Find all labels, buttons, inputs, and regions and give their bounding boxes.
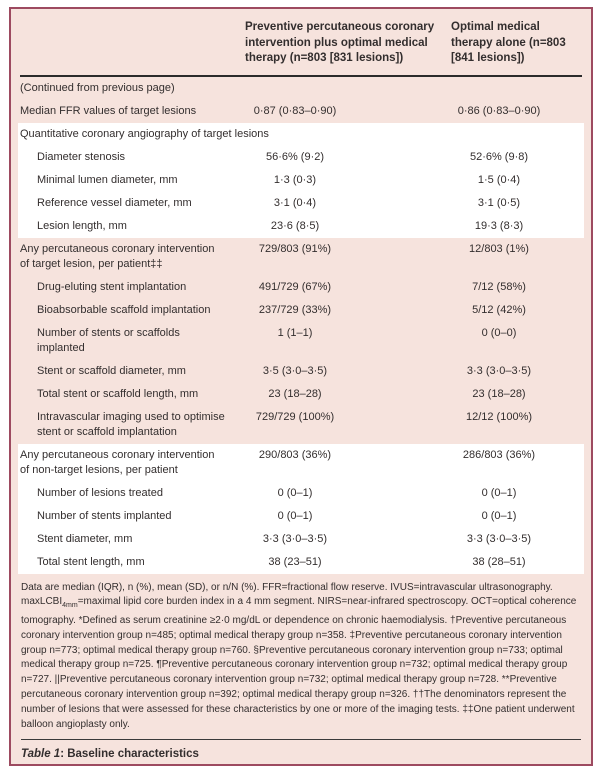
row-value-pci: 3·5 (3·0–3·5) bbox=[262, 364, 328, 377]
row-value-pci: 1·3 (0·3) bbox=[273, 173, 317, 186]
table-row bbox=[18, 215, 584, 238]
table-row bbox=[11, 406, 591, 444]
section-continued bbox=[11, 77, 591, 123]
caption-text: : Baseline characteristics bbox=[60, 748, 199, 761]
table-header bbox=[11, 9, 591, 67]
row-label: Median FFR values of target lesions bbox=[20, 104, 197, 117]
table-row bbox=[11, 276, 591, 299]
row-value-omt: 12/803 (1%) bbox=[469, 242, 529, 255]
row-label: Lesion length, mm bbox=[37, 219, 127, 232]
table-row bbox=[18, 444, 584, 482]
row-value-omt: 3·1 (0·5) bbox=[477, 196, 521, 209]
section-qca bbox=[18, 123, 584, 238]
row-label: Any percutaneous coronary intervention of target lesion, per patient‡‡ bbox=[20, 242, 215, 270]
lancet-table bbox=[9, 7, 593, 766]
section-pci-nontarget bbox=[18, 444, 584, 574]
section-pci-target bbox=[11, 238, 591, 444]
section-header-label: Quantitative coronary angiography of target lesions bbox=[20, 127, 269, 140]
table-row bbox=[11, 360, 591, 383]
table-row bbox=[11, 383, 591, 406]
row-value-pci: 237/729 (33%) bbox=[258, 303, 332, 316]
row-value-omt: 0 (0–1) bbox=[481, 509, 517, 522]
footnote-text-2: =maximal lipid core burden index in a 4 mm segment. NIRS=near-infrared spectroscopy. OCT=optical coherence tomography. *Defined as serum creatinine ≥2·0 mg/dL or dependence on chronic haemodialysis. †Preventive percutaneous coronary intervention group n=485; optimal medical therapy group n=358. ‡Preventive percutaneous coronary intervention group n=773; optimal medical therapy group n=760. §Preventive percutaneous coronary intervention group n=733; optimal medical therapy group n=725. ¶Preventive percutaneous coronary intervention group n=732; optimal medical therapy group n=727. ||Preventive percutaneous coronary intervention group n=732; optimal medical therapy group n=728. **Preventive percutaneous coronary intervention group n=392; optimal medical therapy group n=326. ††The denominators represent the number of lesions that were assessed for these characteristics by one or more of the imaging tests. ‡‡One patient underwent balloon angioplasty only. bbox=[21, 596, 577, 730]
table-row bbox=[18, 169, 584, 192]
row-value-omt: 7/12 (58%) bbox=[472, 280, 526, 293]
table-caption bbox=[11, 740, 591, 760]
footnote-text-1: Data are median (IQR), n (%), mean (SD), or n/N (%). FFR=fractional flow reserve. IVUS=intravascular ultrasonography. maxLCBI bbox=[21, 581, 553, 608]
table-row bbox=[11, 238, 591, 276]
row-value-pci: 0·87 (0·83–0·90) bbox=[253, 104, 337, 117]
row-value-omt: 19·3 (8·3) bbox=[474, 219, 524, 232]
table-row bbox=[18, 505, 584, 528]
row-value-pci: 1 (1–1) bbox=[277, 326, 313, 339]
table-row bbox=[18, 551, 584, 574]
footnote-subscript: 4mm bbox=[62, 602, 78, 610]
row-label: Any percutaneous coronary intervention of non-target lesions, per patient bbox=[20, 448, 215, 476]
row-label: Number of stents or scaffolds implanted bbox=[37, 326, 180, 354]
row-label: Number of stents implanted bbox=[37, 509, 172, 522]
column-header-spacer bbox=[11, 20, 245, 67]
row-label: Bioabsorbable scaffold implantation bbox=[37, 303, 211, 316]
row-value-pci: 729/803 (91%) bbox=[258, 242, 332, 255]
row-value-omt: 3·3 (3·0–3·5) bbox=[466, 532, 532, 545]
row-label: Reference vessel diameter, mm bbox=[37, 196, 192, 209]
row-value-omt: 3·3 (3·0–3·5) bbox=[466, 364, 532, 377]
row-label: Intravascular imaging used to optimise stent or scaffold implantation bbox=[37, 410, 225, 438]
row-value-omt: 1·5 (0·4) bbox=[477, 173, 521, 186]
table-row bbox=[18, 123, 584, 146]
table-row bbox=[11, 322, 591, 360]
row-label: Total stent length, mm bbox=[37, 555, 145, 568]
caption-label: Table 1 bbox=[21, 748, 61, 761]
row-value-pci: 56·6% (9·2) bbox=[265, 150, 325, 163]
row-value-omt: 0 (0–0) bbox=[481, 326, 517, 339]
row-value-pci: 23·6 (8·5) bbox=[270, 219, 320, 232]
row-value-pci: 290/803 (36%) bbox=[258, 448, 332, 461]
table-row bbox=[18, 146, 584, 169]
column-header-pci: Preventive percutaneous coronary intervention plus optimal medical therapy (n=803 [831 lesions]) bbox=[245, 21, 435, 64]
table-row bbox=[11, 77, 591, 100]
row-value-pci: 0 (0–1) bbox=[277, 486, 313, 499]
row-label: (Continued from previous page) bbox=[20, 81, 175, 94]
row-value-omt: 38 (28–51) bbox=[472, 555, 526, 568]
row-value-pci: 38 (23–51) bbox=[268, 555, 322, 568]
table-row bbox=[18, 192, 584, 215]
row-label: Number of lesions treated bbox=[37, 486, 163, 499]
row-value-omt: 0·86 (0·83–0·90) bbox=[457, 104, 541, 117]
row-value-pci: 729/729 (100%) bbox=[255, 410, 335, 423]
row-value-pci: 491/729 (67%) bbox=[258, 280, 332, 293]
row-value-omt: 5/12 (42%) bbox=[472, 303, 526, 316]
row-value-pci: 23 (18–28) bbox=[268, 387, 322, 400]
row-label: Stent diameter, mm bbox=[37, 532, 133, 545]
row-value-omt: 286/803 (36%) bbox=[462, 448, 536, 461]
table-footnote bbox=[11, 574, 591, 738]
row-value-pci: 3·1 (0·4) bbox=[273, 196, 317, 209]
row-label: Drug-eluting stent implantation bbox=[37, 280, 187, 293]
row-value-pci: 3·3 (3·0–3·5) bbox=[262, 532, 328, 545]
row-value-omt: 0 (0–1) bbox=[481, 486, 517, 499]
table-row bbox=[11, 100, 591, 123]
table-row bbox=[18, 482, 584, 505]
row-label: Stent or scaffold diameter, mm bbox=[37, 364, 186, 377]
row-label: Diameter stenosis bbox=[37, 150, 126, 163]
column-header-omt: Optimal medical therapy alone (n=803 [841 lesions]) bbox=[451, 21, 566, 64]
row-value-omt: 52·6% (9·8) bbox=[469, 150, 529, 163]
table-row bbox=[11, 299, 591, 322]
table-row bbox=[18, 528, 584, 551]
row-label: Total stent or scaffold length, mm bbox=[37, 387, 199, 400]
row-label: Minimal lumen diameter, mm bbox=[37, 173, 178, 186]
row-value-pci: 0 (0–1) bbox=[277, 509, 313, 522]
row-value-omt: 12/12 (100%) bbox=[465, 410, 533, 423]
row-value-omt: 23 (18–28) bbox=[472, 387, 526, 400]
